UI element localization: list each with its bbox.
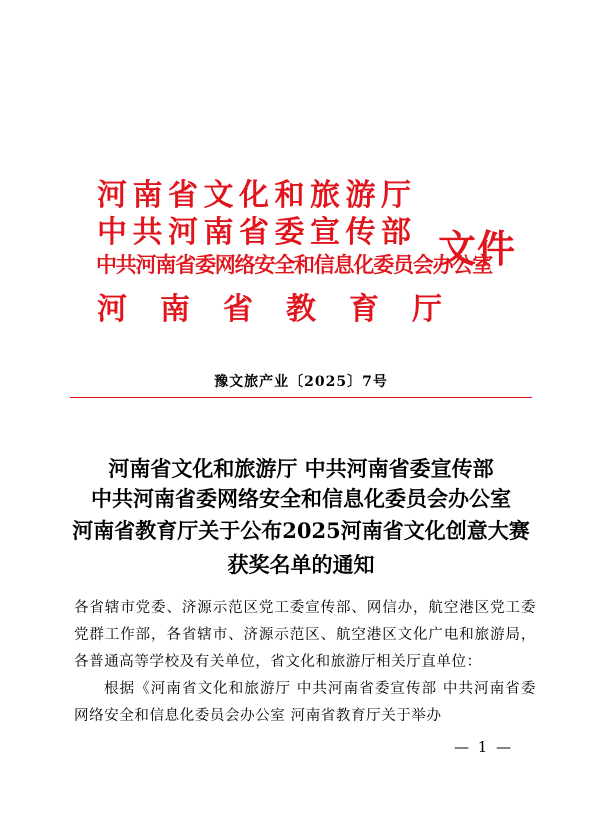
issuer-culture-tourism: 河南省文化和旅游厅 [97, 178, 417, 213]
addressees-paragraph: 各省辖市党委、济源示范区党工委宣传部、网信办，航空港区党工委党群工作部，各省辖市、济源示范区、航空港区文化广电和旅游局，各普通高等学校及有关单位，省文化和旅游厅相关厅直单位： [74, 600, 536, 670]
issuer-propaganda-dept: 中共河南省委宣传部 [97, 215, 417, 250]
title-line-3: 河南省教育厅关于公布2025河南省文化创意大赛 [72, 518, 530, 543]
body-paragraph-1: 根据《河南省文化和旅游厅 中共河南省委宣传部 中共河南省委网络安全和信息化委员会办公室 河南省教育厅关于举办 [74, 681, 536, 724]
issuer-cyberspace-office: 中共河南省委网络安全和信息化委员会办公室 [96, 252, 492, 277]
title-line-4: 获奖名单的通知 [227, 552, 375, 577]
title-line-1: 河南省文化和旅游厅 中共河南省委宣传部 [108, 456, 494, 481]
red-separator-line [70, 397, 532, 398]
doc-type-label: 文件 [438, 226, 517, 271]
page-number: — 1 — [454, 738, 514, 756]
document-number: 豫文旅产业〔2025〕7号 [214, 374, 388, 390]
issuer-education-dept: 河南省教育厅 [97, 292, 475, 327]
title-line-2: 中共河南省委网络安全和信息化委员会办公室 [91, 486, 511, 511]
